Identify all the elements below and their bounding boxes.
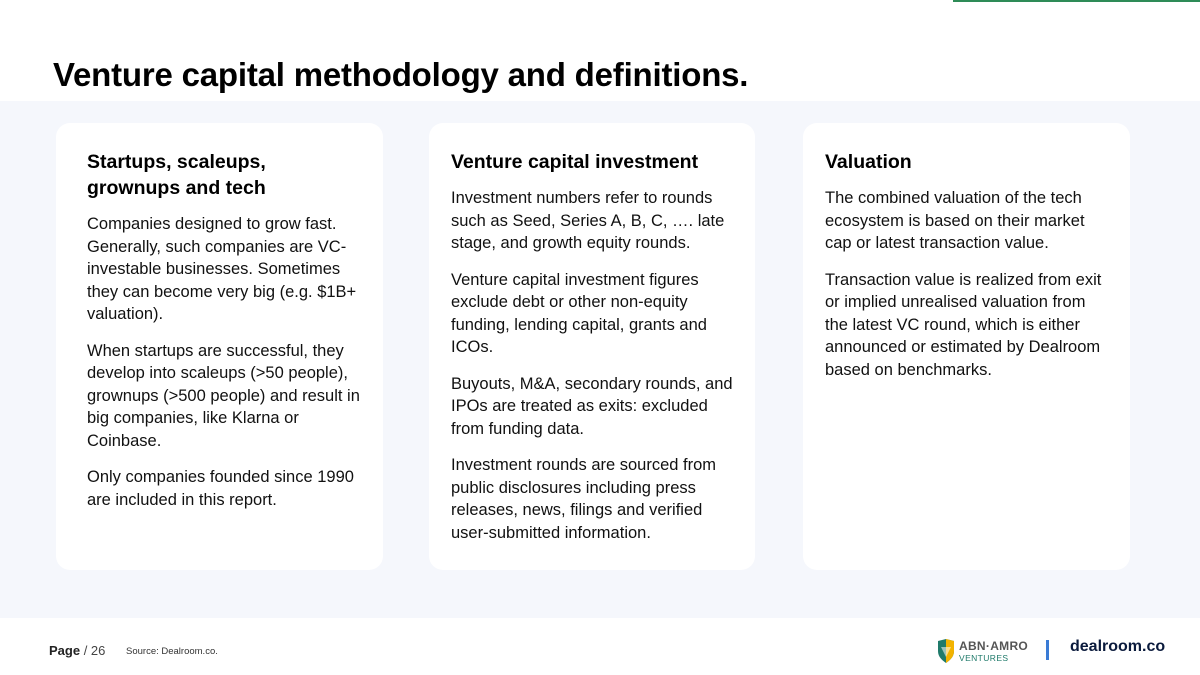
card-heading: Venture capital investment	[451, 151, 699, 173]
abn-amro-name: ABN·AMRO	[959, 638, 1029, 653]
card-heading: Valuation	[825, 151, 912, 173]
card-paragraph: Transaction value is realized from exit or implied unrealised valuation from the latest VC round, which is either announced or estimated by Dealroom based on benchmarks.	[825, 270, 1102, 379]
source-note: Source: Dealroom.co.	[126, 646, 218, 657]
page-label: Page	[49, 643, 81, 658]
card-paragraph: When startups are successful, they develop into scaleups (>50 people), grownups (>500 people) and result in big companies, like Klarna or Coinbase.	[87, 341, 360, 450]
card-paragraph: Buyouts, M&A, secondary rounds, and IPOs are treated as exits: excluded from funding data.	[451, 374, 733, 438]
card-paragraph: Investment numbers refer to rounds such as Seed, Series A, B, C, …. late stage, and growth equity rounds.	[451, 189, 725, 252]
abn-amro-subtitle: VENTURES	[959, 652, 1009, 663]
page-indicator	[49, 643, 105, 658]
page-title: Venture capital methodology and definitions.	[53, 56, 749, 93]
card-paragraph: Companies designed to grow fast. Generally, such companies are VC-investable businesses. Sometimes they can become very big (e.g. $1B+ valuation).	[87, 215, 357, 323]
logo-divider	[1046, 640, 1049, 660]
dealroom-logo: dealroom.co	[1070, 638, 1166, 655]
card-valuation	[803, 123, 1130, 570]
abn-amro-shield-icon	[937, 639, 955, 663]
card-paragraph: Venture capital investment figures exclude debt or other non-equity funding, lending capital, grants and ICOs.	[451, 270, 707, 356]
card-paragraph: Investment rounds are sourced from public disclosures including press releases, news, filings and verified user-submitted information.	[451, 456, 717, 542]
page-number: / 26	[83, 643, 106, 658]
card-paragraph: The combined valuation of the tech ecosystem is based on their market cap or latest transaction value.	[825, 189, 1085, 252]
card-paragraph: Only companies founded since 1990 are included in this report.	[87, 468, 354, 509]
card-heading: Startups, scaleups, grownups and tech	[87, 151, 266, 199]
card-venture-capital-investment	[429, 123, 755, 570]
card-startups	[56, 123, 383, 570]
abn-amro-ventures-logo	[937, 638, 1028, 664]
top-accent-line	[953, 0, 1200, 2]
